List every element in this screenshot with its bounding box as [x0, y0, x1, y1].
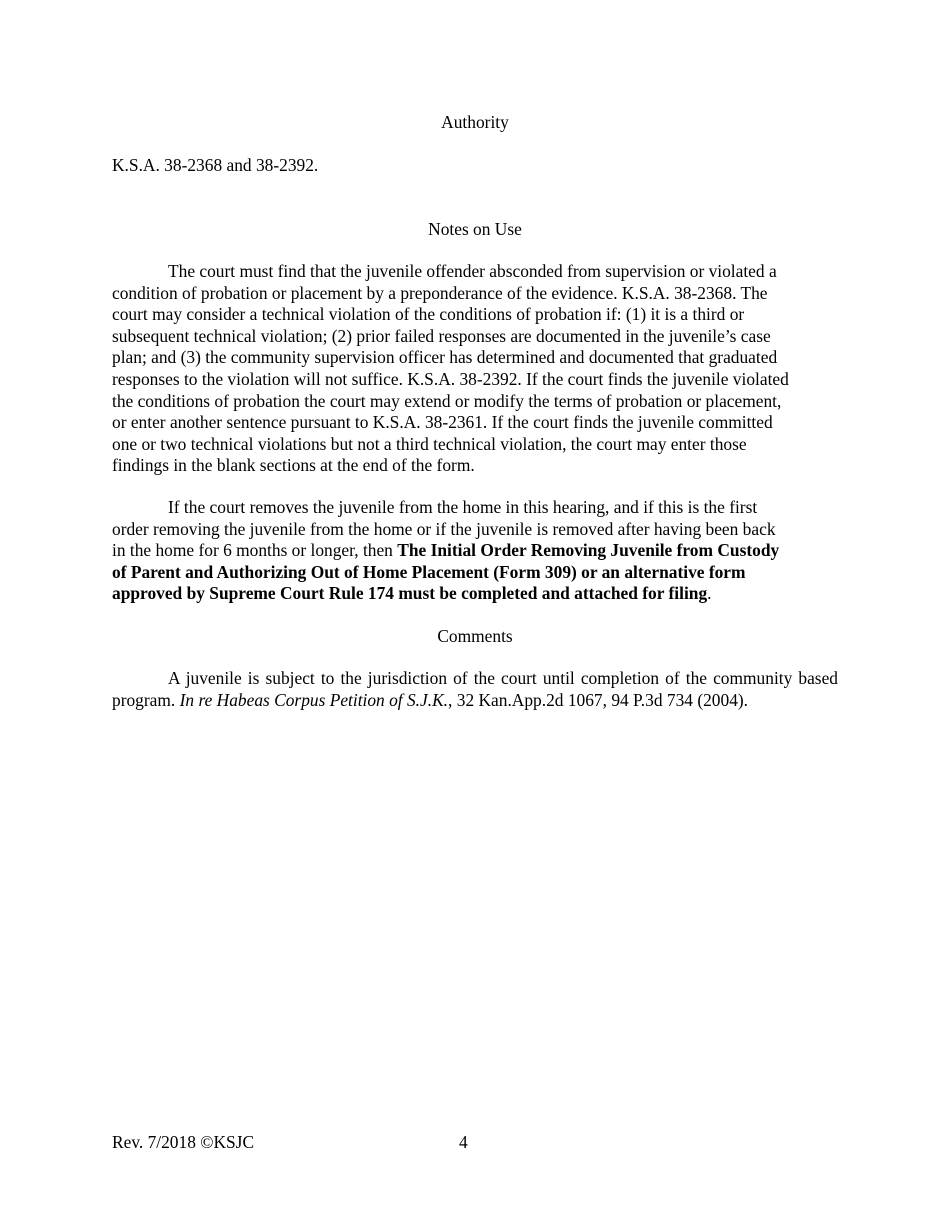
notes-p1-line: The court must find that the juvenile offender absconded from supervision or violated a: [168, 261, 777, 281]
comments-text: A juvenile is subject to the jurisdiction of the court until completion of the community based program.: [112, 668, 838, 710]
footer-page-number: 4: [459, 1132, 468, 1152]
notes-p1-line: the conditions of probation the court may extend or modify the terms of probation or placement,: [112, 390, 782, 411]
comments-paragraph: [112, 668, 838, 711]
notes-p2-line: [112, 583, 852, 605]
notes-p1-line: findings in the blank sections at the end of the form.: [112, 455, 475, 476]
notes-p1-line: plan; and (3) the community supervision officer has determined and documented that graduated: [112, 347, 778, 368]
notes-p2-line: If the court removes the juvenile from the home in this hearing, and if this is the first: [168, 497, 758, 517]
notes-p2-line: [112, 540, 852, 562]
form-309-reference-cont: of Parent and Authorizing Out of Home Placement (Form 309) or an alternative form: [112, 561, 746, 582]
authority-heading: Authority: [441, 112, 509, 132]
notes-paragraph-1: [112, 261, 852, 477]
comments-citation-text: , 32 Kan.App.2d 1067, 94 P.3d 734 (2004).: [448, 689, 749, 710]
notes-on-use-heading: Notes on Use: [428, 219, 522, 239]
notes-p1-line: one or two technical violations but not a third technical violation, the court may enter those: [112, 433, 747, 454]
notes-p2-period: .: [707, 583, 712, 604]
case-citation-name: In re Habeas Corpus Petition of S.J.K.: [179, 689, 449, 710]
form-309-reference: The Initial Order Removing Juvenile from Custody: [397, 540, 780, 561]
notes-p1-line: or enter another sentence pursuant to K.S.A. 38-2361. If the court finds the juvenile committed: [112, 412, 773, 433]
notes-p1-line: court may consider a technical violation of the conditions of probation if: (1) it is a third or: [112, 304, 745, 325]
authority-citation: K.S.A. 38-2368 and 38-2392.: [112, 155, 319, 175]
notes-p2-line: order removing the juvenile from the home or if the juvenile is removed after having been back: [112, 518, 776, 539]
notes-p1-line: subsequent technical violation; (2) prior failed responses are documented in the juvenile’s case: [112, 325, 771, 346]
rule-174-reference: approved by Supreme Court Rule 174 must be completed and attached for filing: [112, 583, 708, 604]
notes-p1-line: condition of probation or placement by a preponderance of the evidence. K.S.A. 38-2368. The: [112, 282, 768, 303]
footer-revision: Rev. 7/2018 ©KSJC: [112, 1132, 255, 1152]
notes-p1-line: responses to the violation will not suffice. K.S.A. 38-2392. If the court finds the juvenile violated: [112, 368, 789, 389]
notes-p2-line: [112, 562, 852, 584]
notes-p2-text: in the home for 6 months or longer, then: [112, 540, 398, 561]
notes-paragraph-2: [112, 497, 852, 605]
comments-heading: Comments: [437, 626, 513, 646]
